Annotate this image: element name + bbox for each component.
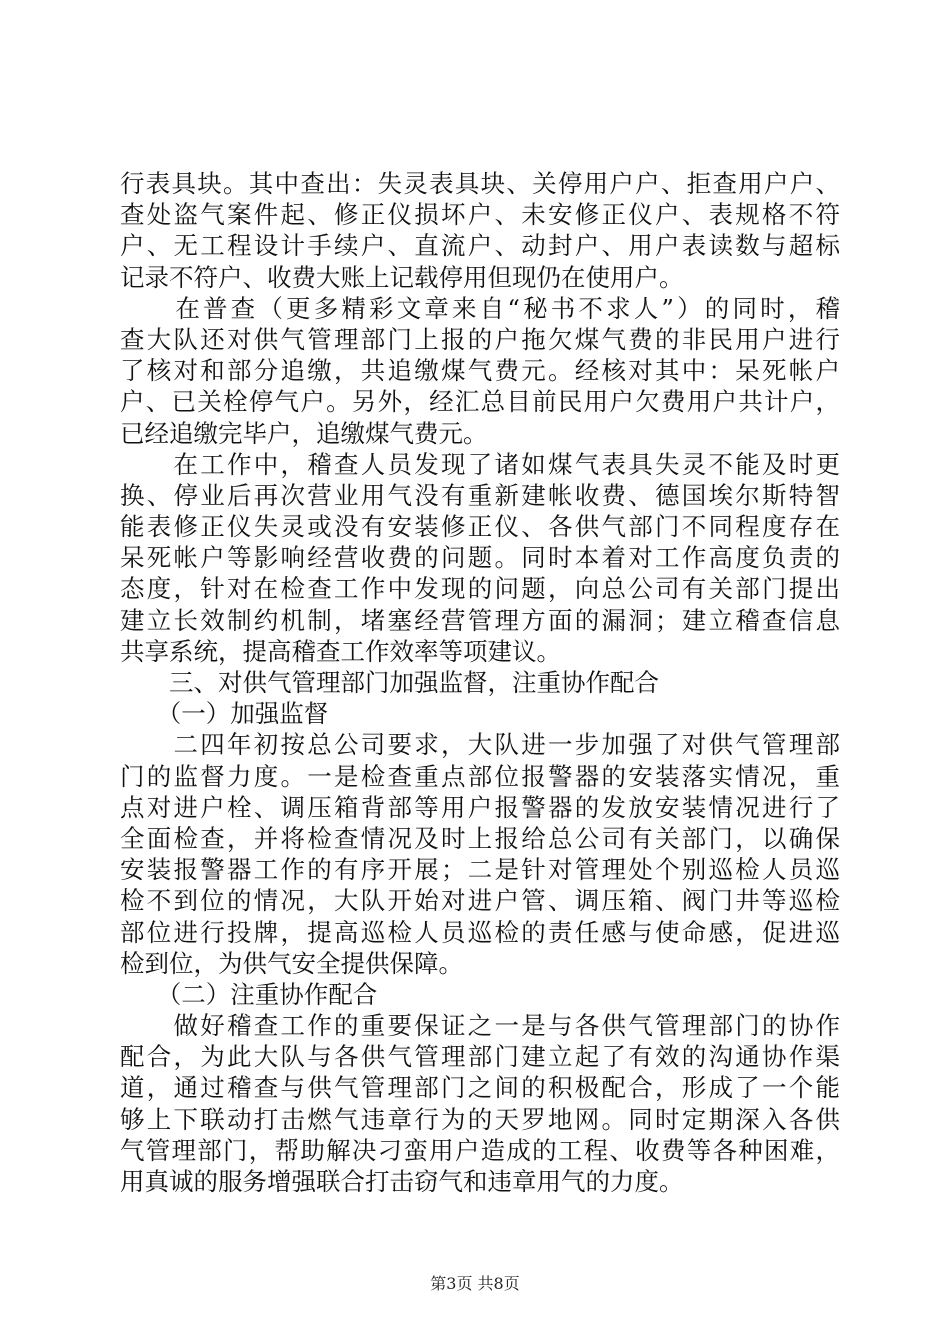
subheading-cooperation	[120, 979, 840, 1010]
text-line: 行表具块。其中查出：失灵表具块、关停用户户、拒查用户户、	[120, 169, 840, 198]
paragraph-check-results	[120, 168, 840, 293]
text-line: 查处盗气案件起、修正仪损坏户、未安修正仪户、表规格不符	[120, 200, 840, 230]
text-line: 共享系统，提高稽查工作效率等项建议。	[120, 636, 561, 666]
text-line: 道，通过稽查与供气管理部门之间的积极配合，形成了一个能	[120, 1073, 840, 1103]
page-footer: 第3页 共8页	[430, 1274, 520, 1293]
paragraph-supervision	[120, 729, 840, 979]
text-line: 够上下联动打击燃气违章行为的天罗地网。同时定期深入各供	[120, 1104, 840, 1134]
text-line: 二四年初按总公司要求，大队进一步加强了对供气管理部	[120, 730, 840, 760]
subheading-strengthen-supervision	[120, 698, 840, 729]
text-line: 能表修正仪失灵或没有安装修正仪、各供气部门不同程度存在	[120, 512, 840, 542]
text-line: 用真诚的服务增强联合打击窃气和违章用气的力度。	[120, 1167, 684, 1196]
paragraph-cooperation	[120, 1010, 840, 1197]
text-line: 查大队还对供气管理部门上报的户拖欠煤气费的非民用户进行	[120, 324, 840, 354]
text-line: 安装报警器工作的有序开展；二是针对管理处个别巡检人员巡	[120, 855, 840, 885]
text-line: （一）加强监督	[120, 699, 329, 729]
text-line: 记录不符户、收费大账上记载停用但现仍在使用户。	[120, 262, 684, 292]
text-line: 做好稽查工作的重要保证之一是与各供气管理部门的协作	[120, 1011, 840, 1041]
text-line: 气管理部门，帮助解决刁蛮用户造成的工程、收费等各种困难，	[120, 1135, 840, 1165]
text-line: （二）注重协作配合	[120, 979, 378, 1009]
text-line: 检到位，为供气安全提供保障。	[120, 948, 463, 978]
section-heading-three	[120, 667, 840, 698]
text-line: 在普查（更多精彩文章来自“秘书不求人”）的同时，稽	[120, 293, 840, 323]
text-line: 已经追缴完毕户，追缴煤气费元。	[120, 418, 488, 448]
text-line: 建立长效制约机制，堵塞经营管理方面的漏洞；建立稽查信息	[120, 605, 840, 635]
paragraph-arrears-recovery	[120, 293, 840, 449]
text-line: 户、已关栓停气户。另外，经汇总目前民用户欠费用户共计户，	[120, 387, 840, 417]
text-line: 点对进户栓、调压箱背部等用户报警器的发放安装情况进行了	[120, 792, 840, 822]
text-line: 门的监督力度。一是检查重点部位报警器的安装落实情况，重	[120, 761, 840, 791]
text-line: 换、停业后再次营业用气没有重新建帐收费、德国埃尔斯特智	[120, 480, 840, 510]
text-line: 配合，为此大队与各供气管理部门建立起了有效的沟通协作渠	[120, 1042, 840, 1072]
text-line: 部位进行投牌，提高巡检人员巡检的责任感与使命感，促进巡	[120, 917, 840, 947]
text-line: 户、无工程设计手续户、直流户、动封户、用户表读数与超标	[120, 231, 840, 261]
text-line: 三、对供气管理部门加强监督，注重协作配合	[120, 668, 659, 697]
text-line: 了核对和部分追缴，共追缴煤气费元。经核对其中：呆死帐户	[120, 356, 840, 386]
text-line: 全面检查，并将检查情况及时上报给总公司有关部门，以确保	[120, 823, 840, 853]
text-line: 检不到位的情况，大队开始对进户管、调压箱、阀门井等巡检	[120, 886, 840, 916]
body-text	[120, 168, 840, 1197]
text-line: 呆死帐户等影响经营收费的问题。同时本着对工作高度负责的	[120, 543, 840, 573]
text-line: 在工作中，稽查人员发现了诸如煤气表具失灵不能及时更	[120, 449, 840, 479]
paragraph-problems-found	[120, 449, 840, 667]
text-line: 态度，针对在检查工作中发现的问题，向总公司有关部门提出	[120, 574, 840, 604]
